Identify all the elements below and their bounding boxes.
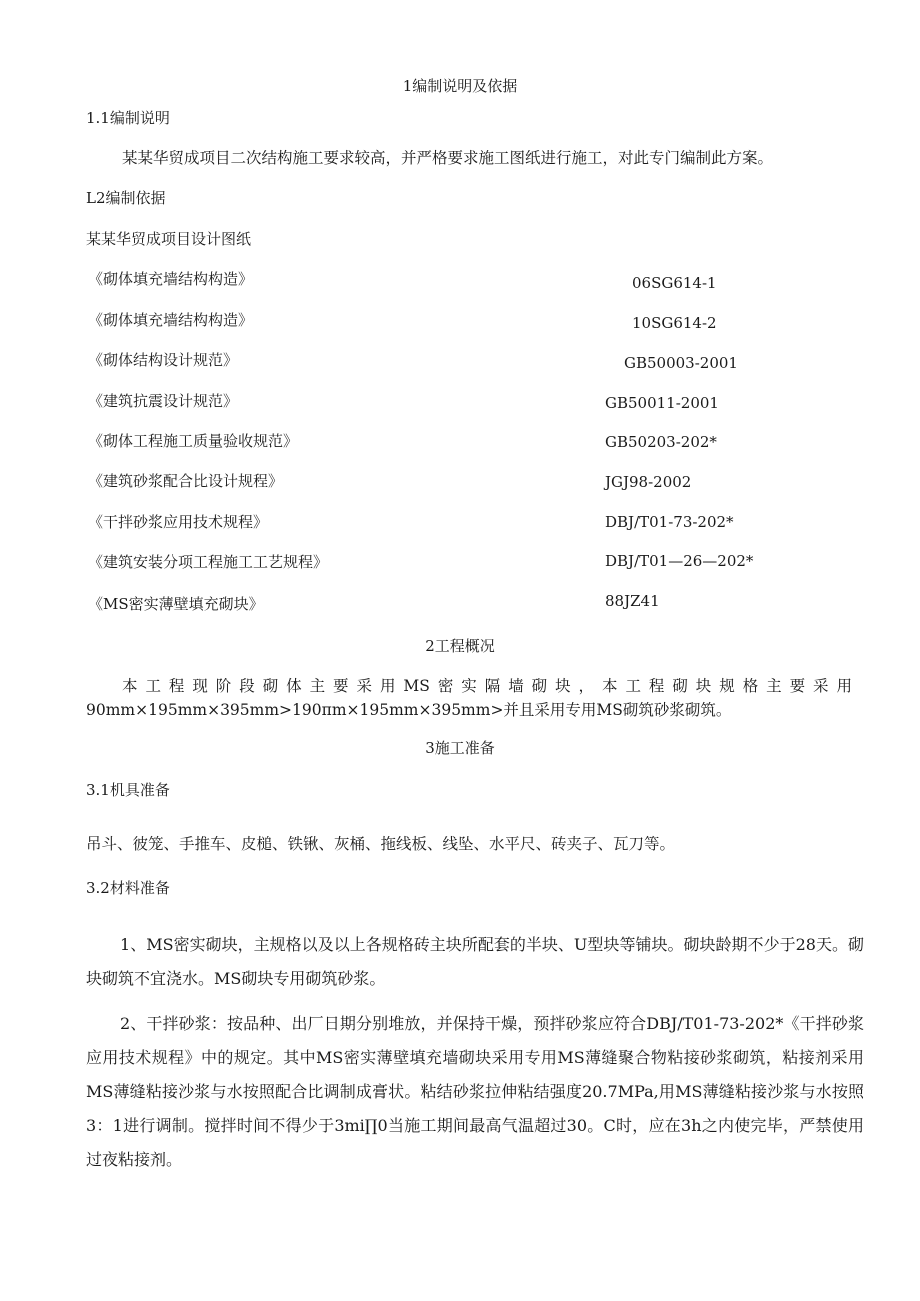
reference-title: 《建筑抗震设计规范》 [88, 392, 239, 410]
design-drawings-item: 某某华贸成项目设计图纸 [86, 230, 252, 248]
reference-code: DBJ/T01—26—202* [605, 552, 754, 570]
section-heading-3: 3施工准备 [425, 739, 495, 757]
reference-code: 06SG614-1 [632, 274, 717, 292]
reference-title: 《干拌砂浆应用技术规程》 [88, 513, 269, 531]
tools-list: 吊斗、彼笼、手推车、皮槌、铁锹、灰桶、拖线板、线坠、水平尺、砖夹子、瓦刀等。 [86, 835, 676, 853]
reference-title: 《建筑砂浆配合比设计规程》 [88, 472, 284, 490]
reference-code: JGJ98-2002 [605, 473, 692, 491]
reference-code: GB50011-2001 [605, 394, 719, 412]
reference-title: 《砌体填充墙结构构造》 [88, 311, 254, 329]
reference-title: 《MS密实薄壁填充砌块》 [88, 595, 264, 613]
overview-line-2: 90mm×195mm×395mm>190πm×195mm×395mm>并且采用专用MS砌筑砂浆砌筑。 [86, 701, 732, 719]
reference-title: 《砌体工程施工质量验收规范》 [88, 432, 299, 450]
reference-code: GB50003-2001 [624, 354, 738, 372]
reference-title: 《建筑安装分项工程施工工艺规程》 [88, 553, 329, 571]
section-heading-2: 2工程概况 [425, 637, 495, 655]
reference-title: 《砌体结构设计规范》 [88, 351, 239, 369]
reference-title: 《砌体填充墙结构构造》 [88, 270, 254, 288]
subsection-heading-3-2: 3.2材料准备 [86, 879, 170, 897]
paragraph-purpose: 某某华贸成项目二次结构施工要求较高，并严格要求施工图纸进行施工，对此专门编制此方案。 [122, 149, 774, 167]
reference-code: GB50203-202* [605, 433, 717, 451]
reference-code: 88JZ41 [605, 592, 660, 610]
overview-line-1: 本工程现阶段砌体主要采用MS密实隔墙砌块，本工程砌块规格主要采用 [122, 677, 852, 695]
material-item-1: 1、MS密实砌块，主规格以及以上各规格砖主块所配套的半块、U型块等铺块。砌块龄期不少于28天。砌块砌筑不宜浇水。MS砌块专用砌筑砂浆。 [86, 935, 864, 988]
material-item-2: 2、干拌砂浆：按品种、出厂日期分别堆放，并保持干燥，预拌砂浆应符合DBJ/T01-73-202*《干拌砂浆应用技术规程》中的规定。其中MS密实薄壁填充墙砌块采用专用MS薄缝聚合物粘接砂浆砌筑，粘接剂采用MS薄缝粘接沙浆与水按照配合比调制成膏状。粘结砂浆拉伸粘结强度20.7MPa,用MS薄缝粘接沙浆与水按照3：1进行调制。搅拌时间不得少于3mi∏0当施工期间最高气温超过30。C时，应在3h之内使完毕，严禁使用过夜粘接剂。 [86, 1014, 864, 1169]
reference-code: DBJ/T01-73-202* [605, 513, 734, 531]
section-heading-1: 1编制说明及依据 [402, 77, 518, 95]
subsection-heading-3-1: 3.1机具准备 [86, 781, 170, 799]
subsection-heading-1-1: 1.1编制说明 [86, 109, 170, 127]
reference-code: 10SG614-2 [632, 314, 717, 332]
subsection-heading-1-2: L2编制依据 [86, 189, 166, 207]
